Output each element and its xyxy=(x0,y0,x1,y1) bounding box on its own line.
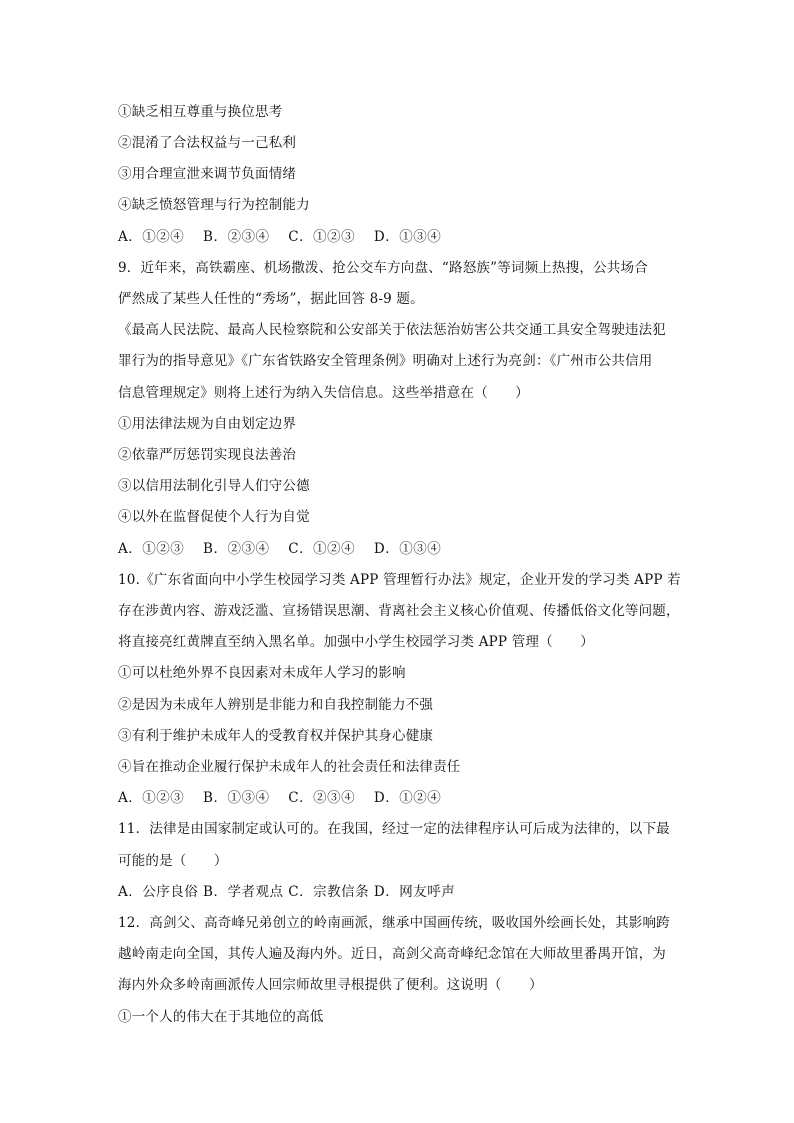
answer-choices-q11: A．公序良俗 B．学者观点 C．宗教信条 D．网友呼声 xyxy=(118,884,456,900)
option-statement-4: ④缺乏愤怒管理与行为控制能力 xyxy=(118,197,310,213)
option-statement-1: ①可以杜绝外界不良因素对未成年人学习的影响 xyxy=(118,665,406,681)
answer-choices-q9: A．①②③ B．②③④ C．①②④ D．①③④ xyxy=(118,541,442,557)
option-statement-3: ③用合理宣泄来调节负面情绪 xyxy=(118,166,297,182)
question-10-text: 将直接亮红黄牌直至纳入黑名单。加强中小学生校园学习类 APP 管理（ ） xyxy=(118,634,594,650)
answer-choices-q10: A．①②③ B．①③④ C．②③④ D．①②④ xyxy=(118,790,442,806)
question-9-text: 俨然成了某些人任性的“秀场”，据此回答 8-9 题。 xyxy=(118,291,424,307)
question-12-text: 海内外众多岭南画派传人回宗师故里寻根提供了便利。这说明（ ） xyxy=(118,977,543,993)
question-9-text: 信息管理规定》则将上述行为纳入失信信息。这些举措意在（ ） xyxy=(118,385,529,401)
question-10-text: 存在涉黄内容、游戏泛滥、宣扬错误思潮、背离社会主义核心价值观、传播低俗文化等问题， xyxy=(118,603,680,619)
question-11-text: 11．法律是由国家制定或认可的。在我国，经过一定的法律程序认可后成为法律的，以下最 xyxy=(118,821,670,837)
answer-choices-q8: A．①②④ B．②③④ C．①②③ D．①③④ xyxy=(118,229,442,245)
option-statement-2: ②依靠严厉惩罚实现良法善治 xyxy=(118,447,297,463)
option-statement-1: ①一个人的伟大在于其地位的高低 xyxy=(118,1009,324,1025)
option-statement-1: ①缺乏相互尊重与换位思考 xyxy=(118,104,283,120)
question-12-text: 越岭南走向全国，其传人遍及海内外。近日，高剑父高奇峰纪念馆在大师故里番禺开馆，为 xyxy=(118,946,666,962)
question-10-text: 10.《广东省面向中小学生校园学习类 APP 管理暂行办法》规定，企业开发的学习类 APP 若 xyxy=(118,572,681,588)
option-statement-1: ①用法律法规为自由划定边界 xyxy=(118,416,297,432)
option-statement-2: ②是因为未成年人辨别是非能力和自我控制能力不强 xyxy=(118,697,434,713)
option-statement-4: ④以外在监督促使个人行为自觉 xyxy=(118,509,310,525)
question-9-text: 罪行为的指导意见》《广东省铁路安全管理条例》明确对上述行为亮剑：《广州市公共信用 xyxy=(118,353,653,369)
option-statement-4: ④旨在推动企业履行保护未成年人的社会责任和法律责任 xyxy=(118,759,461,775)
question-9-text: 9．近年来，高铁霸座、机场撒泼、抢公交车方向盘、“路怒族”等词频上热搜，公共场合 xyxy=(118,260,648,276)
question-9-text: 《最高人民法院、最高人民检察院和公安部关于依法惩治妨害公共交通工具安全驾驶违法犯 xyxy=(118,322,666,338)
option-statement-3: ③以信用法制化引导人们守公德 xyxy=(118,478,310,494)
option-statement-3: ③有利于维护未成年人的受教育权并保护其身心健康 xyxy=(118,728,434,744)
question-11-text: 可能的是（ ） xyxy=(118,853,228,869)
option-statement-2: ②混淆了合法权益与一己私利 xyxy=(118,135,297,151)
question-12-text: 12．高剑父、高奇峰兄弟创立的岭南画派，继承中国画传统，吸收国外绘画长处，其影响跨 xyxy=(118,915,670,931)
